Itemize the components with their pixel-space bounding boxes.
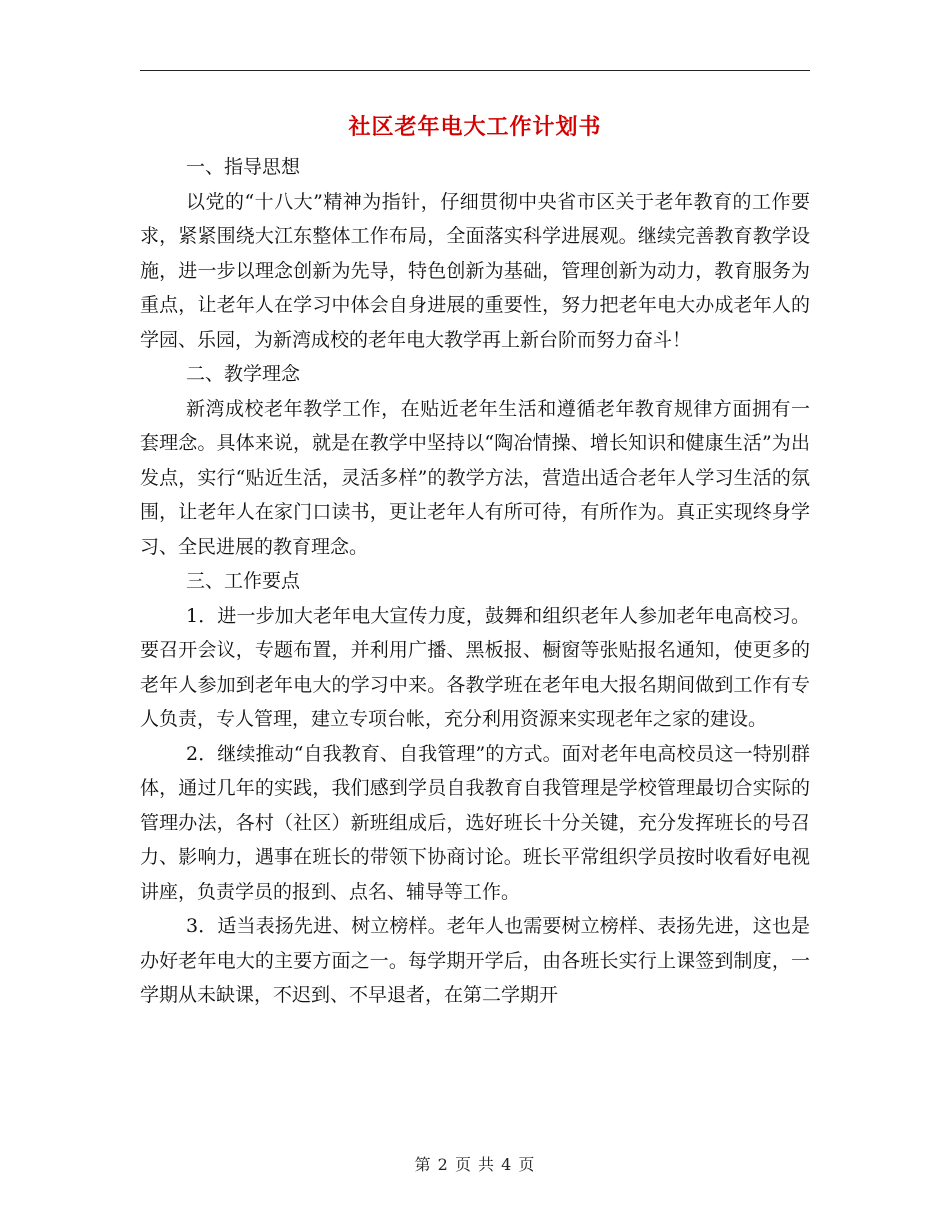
paragraph: 3．适当表扬先进、树立榜样。老年人也需要树立榜样、表扬先进，这也是办好老年电大的主要方面之一。每学期开学后，由各班长实行上课签到制度，一学期从未缺课，不迟到、不早退者，在第二学期开 <box>140 915 810 1006</box>
paragraph: 新湾成校老年教学工作，在贴近老年生活和遵循老年教育规律方面拥有一套理念。具体来说，就是在教学中坚持以“陶冶情操、增长知识和健康生活”为出发点，实行“贴近生活，灵活多样”的教学方法，营造出适合老年人学习生活的氛围，让老年人在家门口读书，更让老年人有所可待，有所作为。真正实现终身学习、全民进展的教育理念。 <box>140 397 810 558</box>
paragraph: 2．继续推动“自我教育、自我管理”的方式。面对老年电高校员这一特别群体，通过几年的实践，我们感到学员自我教育自我管理是学校管理最切合实际的管理办法，各村（社区）新班组成后，选好班长十分关键，充分发挥班长的号召力、影响力，遇事在班长的带领下协商讨论。班长平常组织学员按时收看好电视讲座，负责学员的报到、点名、辅导等工作。 <box>140 742 810 903</box>
document-title: 社区老年电大工作计划书 <box>348 114 602 140</box>
paragraph: 以党的“十八大”精神为指针，仔细贯彻中央省市区关于老年教育的工作要求，紧紧围绕大江东整体工作布局，全面落实科学进展观。继续完善教育教学设施，进一步以理念创新为先导，特色创新为基础，管理创新为动力，教育服务为重点，让老年人在学习中体会自身进展的重要性，努力把老年电大办成老年人的学园、乐园，为新湾成校的老年电大教学再上新台阶而努力奋斗！ <box>140 190 810 351</box>
paragraph: 1．进一步加大老年电大宣传力度，鼓舞和组织老年人参加老年电高校习。要召开会议，专题布置，并利用广播、黑板报、橱窗等张贴报名通知，使更多的老年人参加到老年电大的学习中来。各教学班在老年电大报名期间做到工作有专人负责，专人管理，建立专项台帐，充分利用资源来实现老年之家的建设。 <box>140 604 810 730</box>
section-heading: 三、工作要点 <box>186 570 301 592</box>
page-footer <box>0 1152 950 1175</box>
document-body <box>140 150 810 1013</box>
section-heading: 二、教学理念 <box>186 363 301 385</box>
page-number: 第 2 页 共 4 页 <box>414 1155 536 1174</box>
header-rule <box>140 70 810 71</box>
section-heading: 一、指导思想 <box>186 156 301 178</box>
